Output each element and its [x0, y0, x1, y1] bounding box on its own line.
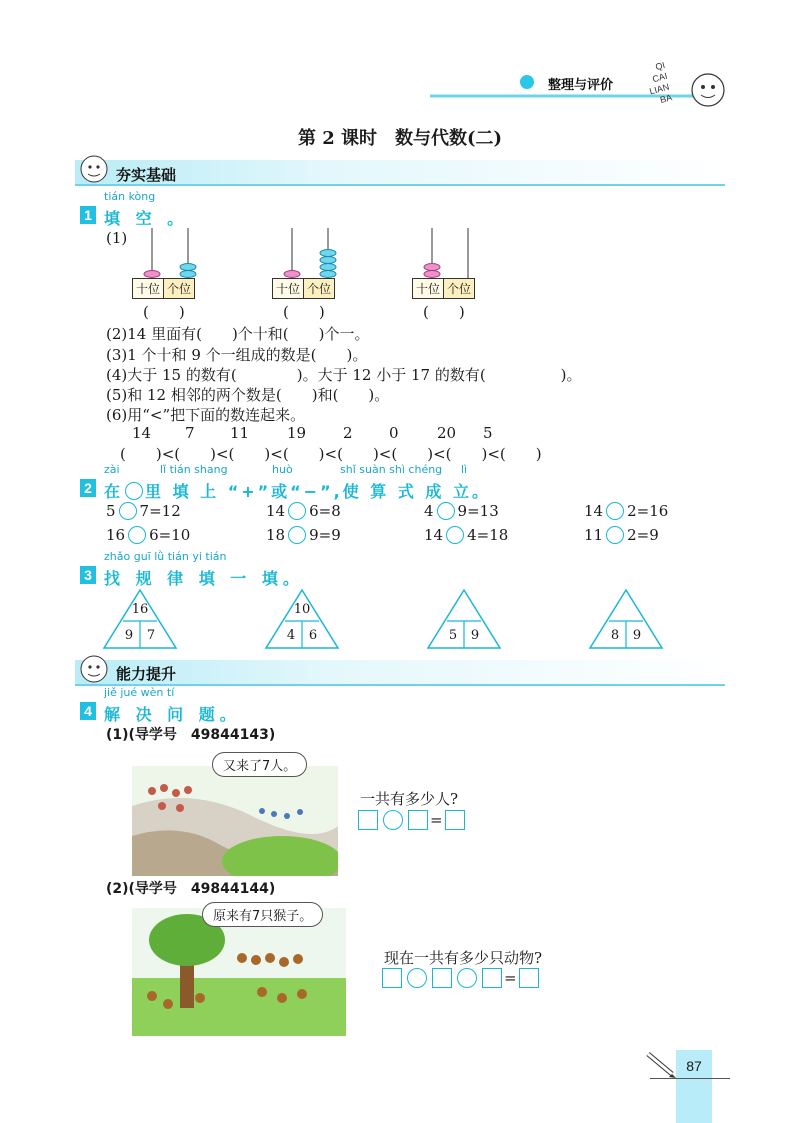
brand-line-4: BA: [658, 92, 674, 105]
triangle-right[interactable]: 6: [308, 628, 318, 643]
eq-result: =8: [318, 502, 341, 520]
eq-b: 9: [457, 502, 468, 520]
equation: [424, 502, 499, 520]
q1-compare-row[interactable]: ( )<( )<( )<( )<( )<( )<( )<( ): [120, 445, 542, 463]
equation: [106, 526, 190, 544]
brand-line-1: QI: [654, 59, 667, 73]
q1-number: 1: [80, 206, 96, 224]
eq-a: 4: [424, 502, 434, 520]
eq-a: 14: [424, 526, 444, 544]
brand-line-2: CAI: [651, 70, 669, 85]
equals-sign: =: [430, 811, 443, 829]
ones-label: 个位: [444, 279, 474, 298]
tens-label: 十位: [413, 279, 444, 298]
speech-bubble-1: 又来了7人。: [212, 752, 307, 777]
header-section-label: 整理与评价: [548, 78, 614, 93]
triangle-top[interactable]: 16: [131, 602, 149, 617]
answer-box[interactable]: [432, 968, 452, 988]
triangle-4: [588, 588, 664, 650]
tens-label: 十位: [273, 279, 304, 298]
q3-pinyin: zhǎo guī lǜ tián yi tián: [104, 550, 227, 563]
eq-a: 11: [584, 526, 604, 544]
equation: [106, 502, 181, 520]
q1-part4: (4)大于 15 的数有( )。大于 12 小于 17 的数有( )。: [106, 366, 582, 384]
q1-part5: (5)和 12 相邻的两个数是( )和( )。: [106, 386, 390, 404]
equation: [584, 502, 668, 520]
num-item: 19: [287, 424, 307, 442]
answer-box[interactable]: [445, 810, 465, 830]
num-item: 14: [132, 424, 152, 442]
triangle-right[interactable]: 9: [632, 628, 642, 643]
q1-pinyin: tián kòng: [104, 190, 156, 203]
abacus-2: [272, 228, 352, 280]
q4-part2-question: 现在一共有多少只动物?: [384, 949, 543, 967]
triangle-left[interactable]: 4: [286, 628, 296, 643]
operator-circle[interactable]: [119, 502, 137, 520]
header-dot-icon: [520, 75, 534, 89]
operator-circle[interactable]: [407, 968, 427, 988]
triangle-right[interactable]: 9: [470, 628, 480, 643]
eq-b: 4: [467, 526, 477, 544]
abacus-1-blank[interactable]: ( ): [143, 303, 185, 321]
brand-face-icon: [688, 70, 728, 110]
q1-number-list: [132, 424, 493, 442]
circle-icon: [125, 482, 143, 500]
abacus-1-labels: [132, 278, 195, 299]
eq-result: =16: [636, 502, 669, 520]
equation: [266, 502, 341, 520]
q2-title: [104, 479, 491, 502]
equals-sign: =: [504, 969, 517, 987]
ones-label: 个位: [304, 279, 334, 298]
q2-pinyin-5: lì: [461, 463, 468, 476]
operator-circle[interactable]: [606, 526, 624, 544]
eq-a: 16: [106, 526, 126, 544]
answer-box[interactable]: [408, 810, 428, 830]
q1-part2: (2)14 里面有( )个十和( )个一。: [106, 325, 370, 343]
ones-label: 个位: [164, 279, 194, 298]
eq-b: 2: [627, 526, 637, 544]
tens-label: 十位: [133, 279, 164, 298]
answer-box[interactable]: [382, 968, 402, 988]
abacus-3-blank[interactable]: ( ): [423, 303, 465, 321]
eq-a: 18: [266, 526, 286, 544]
operator-circle[interactable]: [128, 526, 146, 544]
num-item: 7: [185, 424, 195, 442]
page-number-line: [650, 1078, 730, 1079]
eq-b: 6: [149, 526, 159, 544]
section1-mascot-icon: [76, 152, 112, 186]
section2-label: 能力提升: [116, 665, 177, 683]
num-item: 5: [483, 424, 493, 442]
operator-circle[interactable]: [437, 502, 455, 520]
eq-result: =12: [149, 502, 181, 520]
triangle-top[interactable]: 10: [293, 602, 311, 617]
eq-a: 14: [584, 502, 604, 520]
abacus-2-blank[interactable]: ( ): [283, 303, 325, 321]
operator-circle[interactable]: [457, 968, 477, 988]
q2-row-2: [106, 526, 706, 550]
q2-pinyin-2: lǐ tián shang: [160, 463, 228, 476]
abacus-3: [412, 228, 492, 280]
q2-title-pre: 在: [104, 482, 126, 501]
answer-box[interactable]: [358, 810, 378, 830]
triangle-left[interactable]: 9: [124, 628, 134, 643]
abacus-3-labels: [412, 278, 475, 299]
q2-title-post: 里 填 上 “+”或“−”,使 算 式 成 立。: [145, 482, 491, 501]
q3-title: 找 规 律 填 一 填。: [104, 569, 304, 588]
lesson-title: 第 2 课时 数与代数(二): [297, 128, 503, 149]
illustration-monkeys: [132, 908, 346, 1036]
q4-number: 4: [80, 702, 96, 720]
q1-title: 填 空 。: [104, 209, 189, 228]
operator-circle[interactable]: [288, 526, 306, 544]
q1-part3: (3)1 个十和 9 个一组成的数是( )。: [106, 346, 368, 364]
q2-number: 2: [80, 479, 96, 497]
num-item: 11: [230, 424, 250, 442]
speech-bubble-2: 原来有7只猴子。: [202, 902, 323, 927]
abacus-1: [132, 228, 212, 280]
page-number: 87: [686, 1058, 702, 1074]
num-item: 20: [437, 424, 457, 442]
triangle-right[interactable]: 7: [146, 628, 156, 643]
triangle-1: [102, 588, 178, 650]
operator-circle[interactable]: [288, 502, 306, 520]
operator-circle[interactable]: [606, 502, 624, 520]
operator-circle[interactable]: [446, 526, 464, 544]
operator-circle[interactable]: [383, 810, 403, 830]
triangle-left[interactable]: 8: [610, 628, 620, 643]
eq-b: 7: [139, 502, 150, 520]
q2-pinyin-3: huò: [272, 463, 293, 476]
triangle-left[interactable]: 5: [448, 628, 458, 643]
answer-box[interactable]: [519, 968, 539, 988]
q4-part1-question: 一共有多少人?: [360, 790, 459, 808]
pencil-icon: [644, 1050, 678, 1080]
num-item: 2: [343, 424, 353, 442]
triangle-3: [426, 588, 502, 650]
eq-a: 5: [106, 502, 116, 520]
q2-row-1: [106, 502, 706, 526]
eq-result: =10: [158, 526, 191, 544]
q4-pinyin: jiě jué wèn tí: [104, 686, 175, 699]
q4-part1-answer: [358, 810, 465, 830]
q4-title: 解 决 问 题。: [104, 705, 241, 724]
q4-part1-label: (1)(导学号 49844143): [106, 727, 276, 743]
q4-part2-answer: [382, 968, 539, 988]
eq-b: 2: [627, 502, 637, 520]
eq-a: 14: [266, 502, 286, 520]
eq-result: =9: [636, 526, 659, 544]
q4-part2-label: (2)(导学号 49844144): [106, 881, 276, 897]
abacus-2-labels: [272, 278, 335, 299]
q1-part1-label: (1): [106, 229, 128, 247]
q2-pinyin-4: shǐ suàn shì chéng: [340, 463, 443, 476]
section2-mascot-icon: [76, 652, 112, 686]
num-item: 0: [389, 424, 399, 442]
q1-part6: (6)用“<”把下面的数连起来。: [106, 406, 306, 424]
illustration-hikers: [132, 766, 338, 876]
equation: [266, 526, 341, 544]
q3-number: 3: [80, 566, 96, 584]
equation: [424, 526, 508, 544]
section1-label: 夯实基础: [116, 166, 177, 184]
equation: [584, 526, 659, 544]
eq-result: =9: [318, 526, 341, 544]
q2-pinyin-1: zài: [104, 463, 120, 476]
eq-b: 9: [309, 526, 319, 544]
eq-b: 6: [309, 502, 319, 520]
answer-box[interactable]: [482, 968, 502, 988]
triangle-2: [264, 588, 340, 650]
brand-line-3: LIAN: [648, 81, 671, 97]
eq-result: =18: [476, 526, 509, 544]
eq-result: =13: [467, 502, 499, 520]
